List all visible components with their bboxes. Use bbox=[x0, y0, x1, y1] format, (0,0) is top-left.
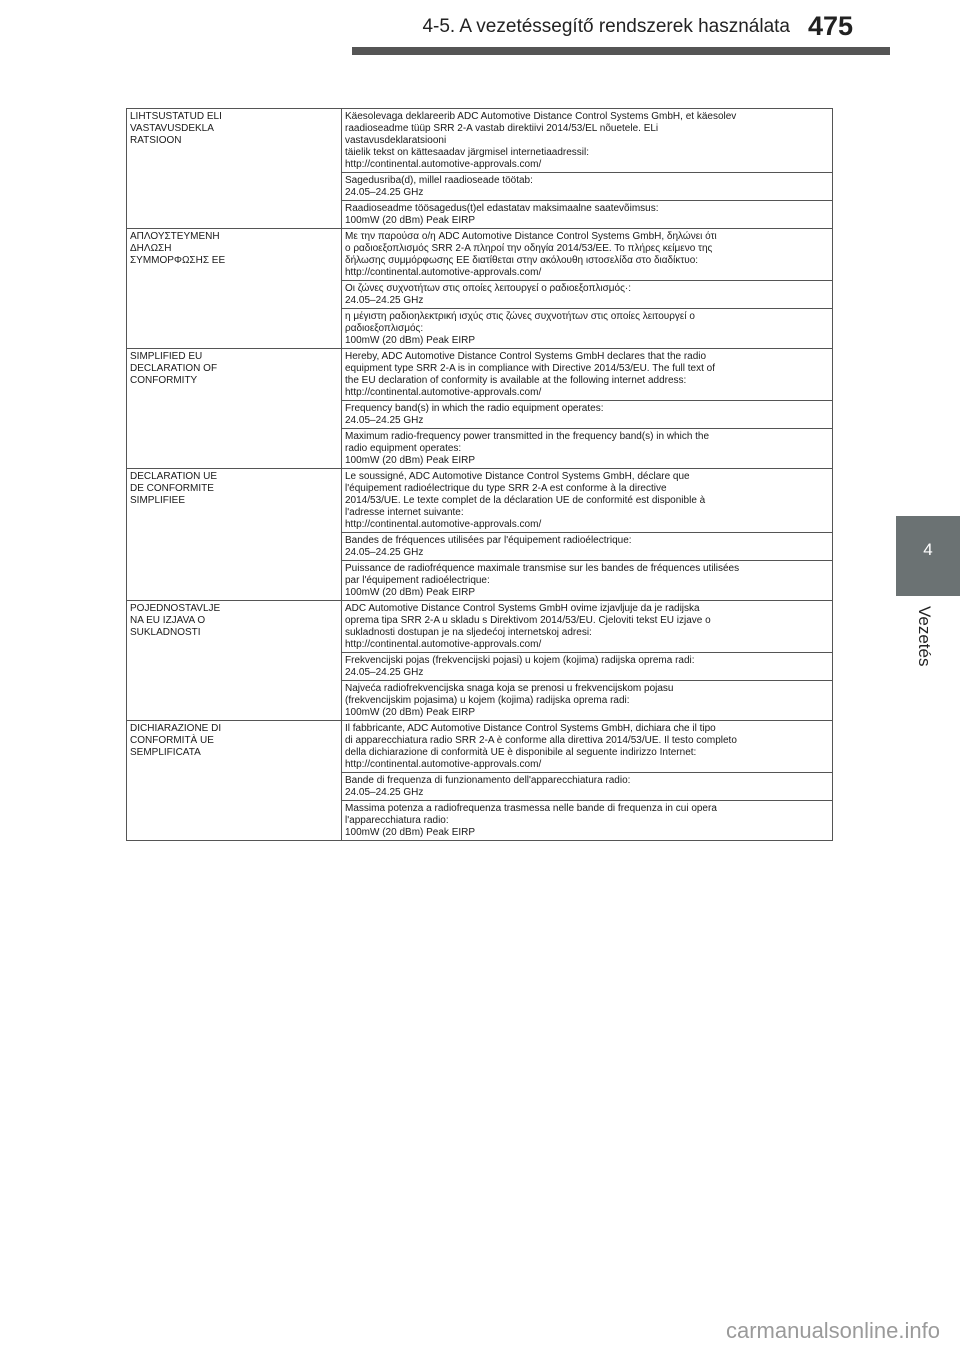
cell-line: della dichiarazione di conformità UE è disponibile al seguente indirizzo Internet: bbox=[345, 747, 697, 758]
page-header-title: 4-5. A vezetéssegítő rendszerek használata bbox=[422, 16, 790, 37]
cell-line: DECLARATION UE bbox=[130, 471, 218, 482]
max-power bbox=[342, 561, 833, 601]
chapter-label-container bbox=[914, 606, 934, 686]
cell-line: 100mW (20 dBm) Peak EIRP bbox=[345, 455, 476, 466]
cell-line: CONFORMITÀ UE bbox=[130, 735, 214, 746]
declaration-statement bbox=[342, 469, 833, 533]
cell-line: the EU declaration of conformity is available at the following internet address: bbox=[345, 375, 687, 386]
cell-line: Puissance de radiofréquence maximale transmise sur les bandes de fréquences utilisées bbox=[345, 563, 740, 574]
max-power bbox=[342, 309, 833, 349]
declaration-title bbox=[127, 109, 342, 229]
cell-line: Frekvencijski pojas (frekvencijski pojasi) u kojem (kojima) radijska oprema radi: bbox=[345, 655, 695, 666]
cell-line: DECLARATION OF bbox=[130, 363, 218, 374]
cell-line: 24.05–24.25 GHz bbox=[345, 787, 424, 798]
declaration-table-body bbox=[127, 109, 833, 841]
cell-line: SIMPLIFIEE bbox=[130, 495, 186, 506]
cell-line: Frequency band(s) in which the radio equipment operates: bbox=[345, 403, 604, 414]
cell-line: DE CONFORMITE bbox=[130, 483, 214, 494]
cell-line: vastavusdeklaratsiooni bbox=[345, 135, 447, 146]
cell-line: Il fabbricante, ADC Automotive Distance Control Systems GmbH, dichiara che il tipo bbox=[345, 723, 716, 734]
declaration-title bbox=[127, 721, 342, 841]
max-power bbox=[342, 201, 833, 229]
declaration-statement bbox=[342, 229, 833, 281]
cell-line: 24.05–24.25 GHz bbox=[345, 415, 424, 426]
declaration-statement bbox=[342, 721, 833, 773]
cell-line: SIMPLIFIED EU bbox=[130, 351, 203, 362]
cell-line: 100mW (20 dBm) Peak EIRP bbox=[345, 335, 476, 346]
declaration-title bbox=[127, 349, 342, 469]
max-power bbox=[342, 429, 833, 469]
declaration-statement bbox=[342, 601, 833, 653]
cell-line: Massima potenza a radiofrequenza trasmessa nelle bande di frequenza in cui opera bbox=[345, 803, 717, 814]
declaration-table bbox=[126, 108, 833, 841]
cell-line: http://continental.automotive-approvals.com/ bbox=[345, 519, 542, 530]
declaration-title bbox=[127, 229, 342, 349]
max-power bbox=[342, 801, 833, 841]
cell-line: VASTAVUSDEKLA bbox=[130, 123, 214, 134]
cell-line: http://continental.automotive-approvals.com/ bbox=[345, 159, 542, 170]
cell-line: 24.05–24.25 GHz bbox=[345, 187, 424, 198]
cell-line: täielik tekst on kättesaadav järgmisel internetiaadressil: bbox=[345, 147, 590, 158]
cell-line: Sagedusriba(d), millel raadioseade töötab: bbox=[345, 175, 533, 186]
cell-line: LIHTSUSTATUD ELI bbox=[130, 111, 222, 122]
cell-line: 24.05–24.25 GHz bbox=[345, 547, 424, 558]
cell-line: Bande di frequenza di funzionamento dell'apparecchiatura radio: bbox=[345, 775, 631, 786]
cell-line: DICHIARAZIONE DI bbox=[130, 723, 222, 734]
cell-line: oprema tipa SRR 2-A u skladu s Direktivom 2014/53/EU. Cjeloviti tekst EU izjave o bbox=[345, 615, 711, 626]
cell-line: RATSIOON bbox=[130, 135, 182, 146]
frequency-band bbox=[342, 281, 833, 309]
frequency-band bbox=[342, 653, 833, 681]
cell-line: l'apparecchiatura radio: bbox=[345, 815, 449, 826]
declaration-statement bbox=[342, 109, 833, 173]
cell-line: 100mW (20 dBm) Peak EIRP bbox=[345, 707, 476, 718]
cell-line: Raadioseadme töösagedus(t)el edastatav maksimaalne saatevõimsus: bbox=[345, 203, 659, 214]
cell-line: NA EU IZJAVA O bbox=[130, 615, 206, 626]
cell-line: http://continental.automotive-approvals.com/ bbox=[345, 759, 542, 770]
cell-line: raadioseadme tüüp SRR 2-A vastab direktiivi 2014/53/EL nõuetele. ELi bbox=[345, 123, 659, 134]
cell-line: Najveća radiofrekvencijska snaga koja se prenosi u frekvencijskom pojasu bbox=[345, 683, 674, 694]
cell-line: ΑΠΛΟΥΣΤΕΥΜΕΝΗ bbox=[130, 231, 220, 242]
cell-line: Bandes de fréquences utilisées par l'équipement radioélectrique: bbox=[345, 535, 632, 546]
cell-line: Le soussigné, ADC Automotive Distance Control Systems GmbH, déclare que bbox=[345, 471, 690, 482]
cell-line: http://continental.automotive-approvals.com/ bbox=[345, 639, 542, 650]
cell-line: ο ραδιοεξοπλισμός SRR 2-A πληροί την οδηγία 2014/53/ΕΕ. Το πλήρες κείμενο της bbox=[345, 243, 713, 254]
cell-line: Με την παρούσα ο/η ADC Automotive Distance Control Systems GmbH, δηλώνει ότι bbox=[345, 231, 717, 242]
frequency-band bbox=[342, 533, 833, 561]
cell-line: δήλωσης συμμόρφωσης ΕΕ διατίθεται στην ακόλουθη ιστοσελίδα στο διαδίκτυο: bbox=[345, 255, 699, 266]
cell-line: CONFORMITY bbox=[130, 375, 198, 386]
cell-line: http://continental.automotive-approvals.com/ bbox=[345, 267, 542, 278]
watermark: carmanualsonline.info bbox=[725, 1318, 940, 1343]
cell-line: ΔΗΛΩΣΗ bbox=[130, 243, 172, 254]
cell-line: SUKLADNOSTI bbox=[130, 627, 201, 638]
chapter-label: Vezetés bbox=[915, 606, 934, 667]
cell-line: equipment type SRR 2-A is in compliance with Directive 2014/53/EU. The full text of bbox=[345, 363, 715, 374]
cell-line: l'adresse internet suivante: bbox=[345, 507, 464, 518]
cell-line: ADC Automotive Distance Control Systems GmbH ovime izjavljuje da je radijska bbox=[345, 603, 700, 614]
cell-line: ραδιοεξοπλισμός: bbox=[345, 323, 424, 334]
cell-line: ΣΥΜΜΟΡΦΩΣΗΣ ΕΕ bbox=[130, 255, 226, 266]
cell-line: Maximum radio-frequency power transmitted in the frequency band(s) in which the bbox=[345, 431, 710, 442]
frequency-band bbox=[342, 401, 833, 429]
cell-line: POJEDNOSTAVLJE bbox=[130, 603, 221, 614]
cell-line: 24.05–24.25 GHz bbox=[345, 295, 424, 306]
header-rule bbox=[352, 47, 890, 55]
cell-line: 100mW (20 dBm) Peak EIRP bbox=[345, 215, 476, 226]
cell-line: l'équipement radioélectrique du type SRR 2-A est conforme à la directive bbox=[345, 483, 667, 494]
cell-line: sukladnosti dostupan je na sljedećoj internetskoj adresi: bbox=[345, 627, 592, 638]
cell-line: http://continental.automotive-approvals.com/ bbox=[345, 387, 542, 398]
declaration-statement bbox=[342, 349, 833, 401]
page-number: 475 bbox=[808, 11, 854, 41]
max-power bbox=[342, 681, 833, 721]
table-row bbox=[127, 469, 833, 533]
cell-line: (frekvencijskim pojasima) u kojem (kojima) radijska oprema radi: bbox=[345, 695, 630, 706]
declaration-title bbox=[127, 601, 342, 721]
declaration-title bbox=[127, 469, 342, 601]
table-row bbox=[127, 109, 833, 173]
cell-line: SEMPLIFICATA bbox=[130, 747, 201, 758]
cell-line: Hereby, ADC Automotive Distance Control Systems GmbH declares that the radio bbox=[345, 351, 707, 362]
chapter-number: 4 bbox=[923, 540, 933, 559]
cell-line: par l'équipement radioélectrique: bbox=[345, 575, 490, 586]
table-row bbox=[127, 601, 833, 653]
cell-line: 24.05–24.25 GHz bbox=[345, 667, 424, 678]
frequency-band bbox=[342, 173, 833, 201]
cell-line: η μέγιστη ραδιοηλεκτρική ισχύς στις ζώνες συχνοτήτων στις οποίες λειτουργεί ο bbox=[345, 311, 695, 322]
cell-line: radio equipment operates: bbox=[345, 443, 462, 454]
cell-line: 100mW (20 dBm) Peak EIRP bbox=[345, 587, 476, 598]
cell-line: 100mW (20 dBm) Peak EIRP bbox=[345, 827, 476, 838]
table-row bbox=[127, 349, 833, 401]
frequency-band bbox=[342, 773, 833, 801]
cell-line: di apparecchiatura radio SRR 2-A è conforme alla direttiva 2014/53/UE. Il testo completo bbox=[345, 735, 737, 746]
cell-line: Οι ζώνες συχνοτήτων στις οποίες λειτουργεί ο ραδιοεξοπλισμός·: bbox=[345, 283, 632, 294]
table-row bbox=[127, 229, 833, 281]
cell-line: 2014/53/UE. Le texte complet de la déclaration UE de conformité est disponible à bbox=[345, 495, 706, 506]
table-row bbox=[127, 721, 833, 773]
cell-line: Käesolevaga deklareerib ADC Automotive Distance Control Systems GmbH, et käesolev bbox=[345, 111, 737, 122]
